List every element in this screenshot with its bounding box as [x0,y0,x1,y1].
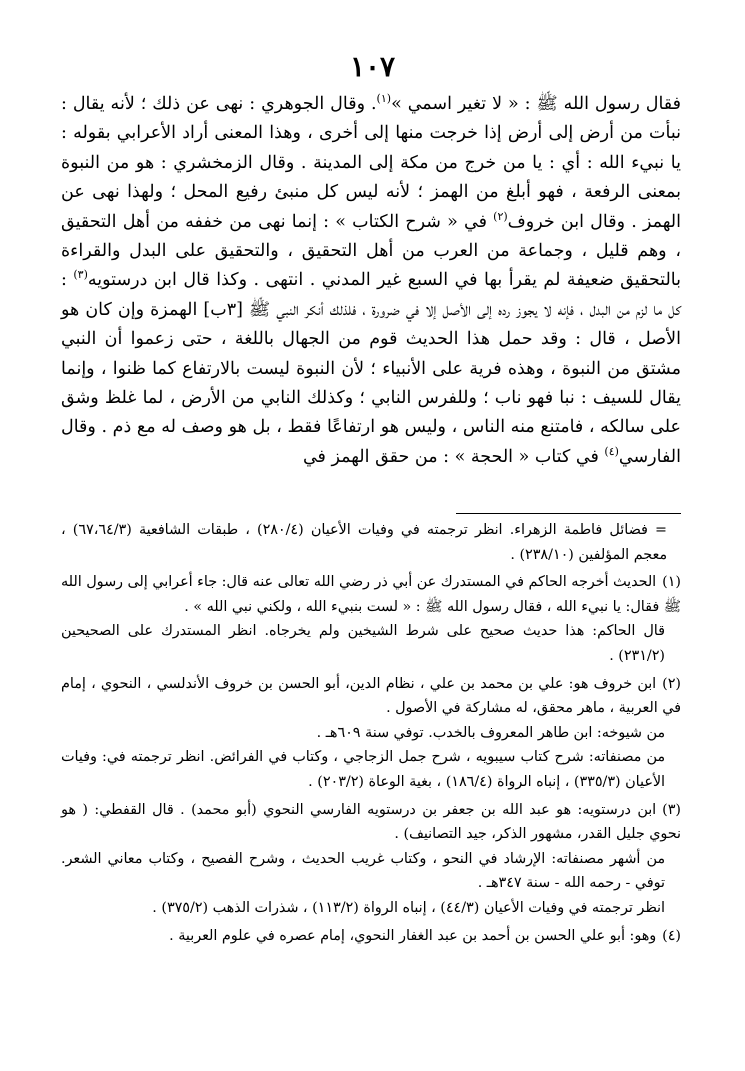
footnote-line: وهو: أبو علي الحسن بن أحمد بن عبد الغفار النحوي، إمام عصره في علوم العربية . [169,927,657,944]
footnote-line: من أشهر مصنفاته: الإرشاد في النحو ، وكتاب غريب الحديث ، وشرح الفصيح ، وكتاب معاني الشعر. توفي - رحمه الله - سنة ٣٤٧هـ . [61,850,665,892]
main-paragraph [61,90,681,472]
continuation-marker: = [655,522,667,538]
footnote-continuation [61,518,681,567]
footnote-ref-2[interactable]: (٢) [493,209,508,223]
footnote-3 [61,798,681,921]
footnote-line: ابن خروف هو: علي بن محمد بن علي ، نظام الدين، أبو الحسن بن خروف الأندلسي ، النحوي ، إمام في العربية ، ماهر محقق، له مشاركة في الأصول . [61,675,681,717]
main-text-segment: في كتاب « الحجة » : من حقق الهمز في [302,446,605,467]
footnote-number: ( ٢ ) [662,676,681,692]
footnote-ref-4[interactable]: (٤) [604,445,619,459]
main-text-segment: فقال رسول الله ﷺ : « لا تغير اسمي » [391,94,682,114]
footnote-line: من مصنفاته: شرح كتاب سيبويه ، شرح جمل الزجاجي ، وكتاب في الفرائض. انظر ترجمته في: وفيات الأعيان (٣٣٥/٣) ، إنباه الرواة (١٨٦/٤) ، بغية الوعاة (٢٠٣/٢) . [61,749,665,790]
main-text-segment: . وقال الجوهري : نهى عن ذلك ؛ لأنه يقال : نبأت من أرض إلى أرض إذا خرجت منها إلى أخرى ، وهذا المعنى أراد الأعرابي بقوله : يا نبيء الله : أي : يا من خرج من مكة إلى المدينة . وقال الزمخشري : هو من النبوة بمعنى الرفعة ، فهو أبلغ من الهمز ؛ لأنه ليس كل منبئ رفيع المحل ؛ ولهذا نهى عن الهمز . وقال ابن خروف [61,94,682,232]
footnote-line: الحديث أخرجه الحاكم في المستدرك عن أبي ذر رضي الله تعالى عنه قال: جاء أعرابي إلى رسول الله ﷺ فقال: يا نبيء الله ، فقال رسول الله ﷺ : « لست بنبيء الله ، ولكني نبي الله » . [61,574,681,615]
footnote-2 [61,672,681,795]
footnote-line: انظر ترجمته في وفيات الأعيان (٤٤/٣) ، إنباه الرواة (١١٣/٢) ، شذرات الذهب (٣٧٥/٢) . [152,899,665,916]
footnote-line: فضائل فاطمة الزهراء. انظر ترجمته في وفيات الأعيان (٢٨٠/٤) ، طبقات الشافعية (٦٧،٦٤/٣) ، معجم المؤلفين (٢٣٨/١٠) . [61,522,667,563]
footnote-ref-3[interactable]: (٣) [73,268,88,282]
footnotes-block [61,518,681,951]
footnote-number: ( ٤ ) [662,928,681,944]
footnote-number: ( ٣ ) [662,802,681,818]
page-number: ١٠٧ [349,50,396,83]
footnote-number: ( ١ ) [662,574,681,590]
main-text-block [61,90,681,472]
footnote-divider [456,513,681,514]
footnote-line: من شيوخه: ابن طاهر المعروف بالخدب. توفي سنة ٦٠٩هـ . [316,724,665,741]
footnote-line: ابن درستويه: هو عبد الله بن جعفر بن درستويه الفارسي النحوي (أبو محمد) . قال القفطي: ( هو نحوي جليل القدر، مشهور الذكر، جيد التصانيف) . [61,801,681,843]
main-text-segment: : كل ما لزم من البدل ، فإنه لا يجوز رده إلى الأصل إلا في ضرورة ، فلذلك أنكر النبي ﷺ [٣ب] الهمزة وإن كان هو الأصل ، قال : وقد حمل هذا الحديث قوم من الجهال باللغة ، حتى زعموا أن النبي مشتق من النبوة ، وهذه فرية على الأنبياء ؛ لأن النبوة ليست بالارتفاع كما ظنوا ، وإنما يقال للسيف : نبا فهو ناب ؛ وللفرس النابي ؛ وكذلك النابي من الأرض ، لما غلظ وشق على سالكه ، فامتنع منه الناس ، وليس هو ارتفاعًا فقط ، بل هو وصف له مع ذم . وقال الفارسي [61,270,681,467]
footnote-ref-1[interactable]: (١) [376,92,392,106]
footnote-line: قال الحاكم: هذا حديث صحيح على شرط الشيخين ولم يخرجاه. انظر المستدرك على الصحيحين (٢٣١/٢) . [61,623,665,664]
main-text-segment: في « شرح الكتاب » : إنما نهى من خففه من أهل التحقيق ، وهم قليل ، وجماعة من العرب من أهل التحقيق ، والتحقيق على البدل والقراءة بالتحقيق ضعيفة لم يقرأ بها في السبع غير المدني . انتهى . وكذا قال ابن درستويه [61,211,681,291]
footnote-4 [61,924,681,949]
footnote-1 [61,570,681,668]
